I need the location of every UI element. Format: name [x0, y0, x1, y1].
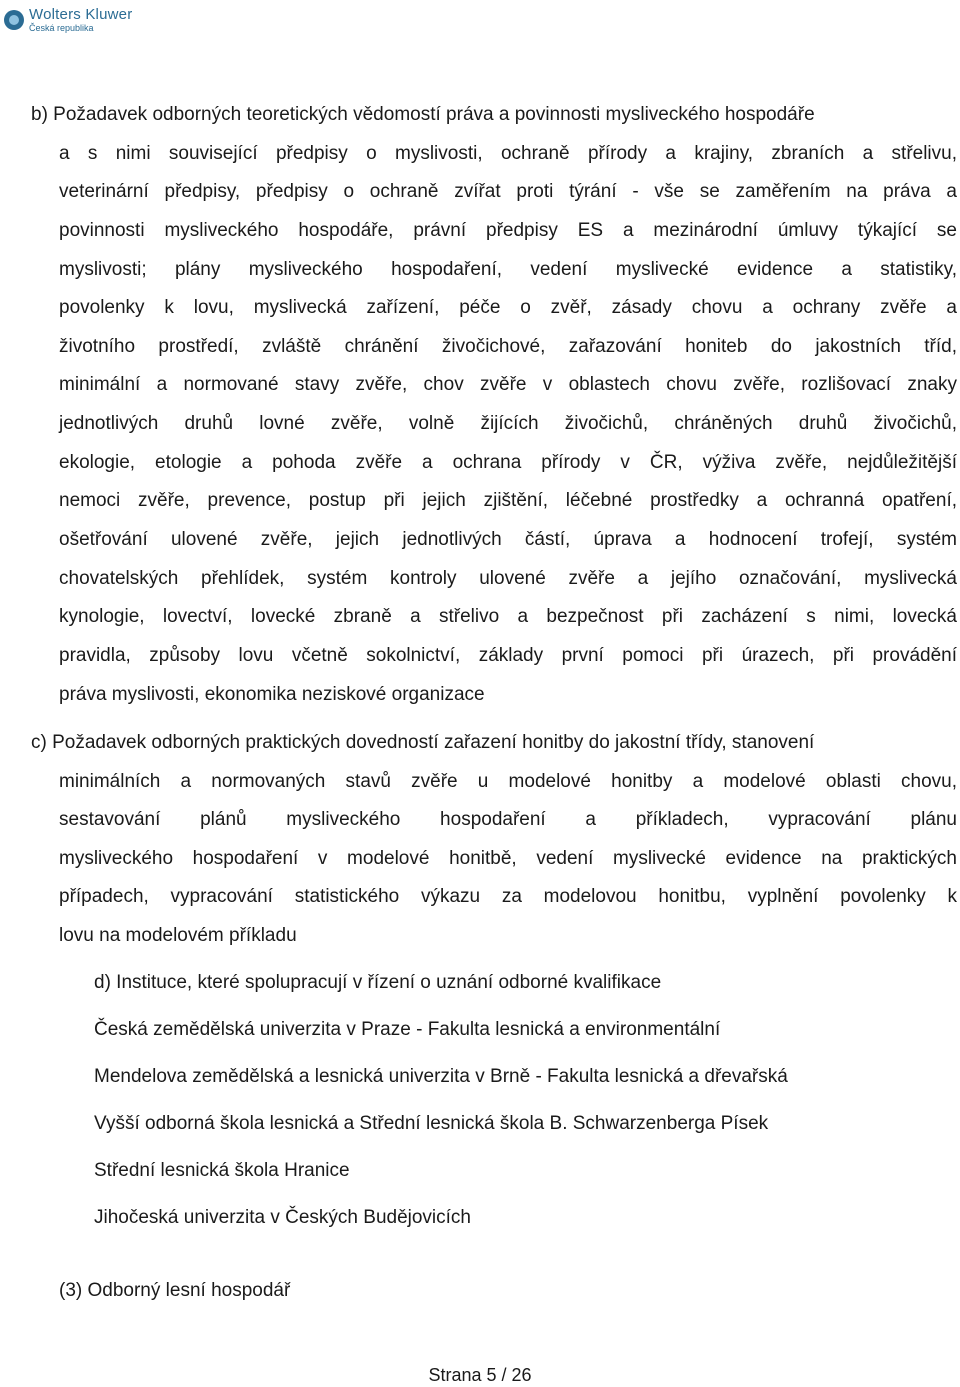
section-b-line: veterinární předpisy, předpisy o ochraně zvířat proti týrání - vše se zaměřením na práva a	[59, 181, 957, 202]
section-d-heading: d) Instituce, které spolupracují v řízení o uznání odborné kvalifikace	[94, 972, 662, 993]
institution-item: Jihočeská univerzita v Českých Budějovicích	[94, 1207, 472, 1228]
section-b-line: chovatelských přehlídek, systém kontroly ulovené zvěře a jejího označování, myslivecká	[59, 568, 957, 589]
section-b-line: nemoci zvěře, prevence, postup při jejich zjištění, léčebné prostředky a ochranná opatření,	[59, 490, 957, 511]
section-b-line: kynologie, lovectví, lovecké zbraně a střelivo a bezpečnost při zacházení s nimi, lovecká	[59, 606, 957, 627]
section-b-line: práva myslivosti, ekonomika neziskové organizace	[59, 684, 485, 705]
section-b-line: jednotlivých druhů lovné zvěře, volně žijících živočichů, chráněných druhů živočichů,	[59, 413, 957, 434]
wolters-kluwer-logo-icon	[4, 10, 24, 30]
section-b-line: životního prostředí, zvláště chránění živočichové, zařazování honiteb do jakostních tříd,	[59, 336, 957, 357]
institution-item: Mendelova zemědělská a lesnická univerzita v Brně - Fakulta lesnická a dřevařská	[94, 1066, 788, 1087]
section-b-line: a s nimi související předpisy o myslivosti, ochraně přírody a krajiny, zbraních a střelivu,	[59, 143, 957, 164]
section-c-line: sestavování plánů mysliveckého hospodaření a příkladech, vypracování plánu	[59, 809, 957, 830]
section-c-line: c) Požadavek odborných praktických dovedností zařazení honitby do jakostní třídy, stanovení	[31, 732, 815, 753]
section-b-line: povolenky k lovu, myslivecká zařízení, péče o zvěř, zásady chovu a ochrany zvěře a	[59, 297, 957, 318]
section-b-line: b) Požadavek odborných teoretických vědomostí práva a povinnosti mysliveckého hospodáře	[31, 104, 815, 125]
section-c-line: lovu na modelovém příkladu	[59, 925, 297, 946]
institution-item: Střední lesnická škola Hranice	[94, 1160, 350, 1181]
institution-item: Vyšší odborná škola lesnická a Střední lesnická škola B. Schwarzenberga Písek	[94, 1113, 769, 1134]
logo-text	[29, 7, 132, 33]
section-b-line: myslivosti; plány mysliveckého hospodaření, vedení myslivecké evidence a statistiky,	[59, 259, 957, 280]
section-c-line: minimálních a normovaných stavů zvěře u modelové honitby a modelové oblasti chovu,	[59, 771, 957, 792]
section-b-line: pravidla, způsoby lovu včetně sokolnictví, základy první pomoci při úrazech, při provádění	[59, 645, 957, 666]
section-c-line: mysliveckého hospodaření v modelové honitbě, vedení myslivecké evidence na praktických	[59, 848, 957, 869]
section-b-line: ošetřování ulovené zvěře, jejich jednotlivých částí, úprava a hodnocení trofejí, systém	[59, 529, 957, 550]
section-3-heading: (3) Odborný lesní hospodář	[59, 1280, 291, 1301]
section-b-line: ekologie, etologie a pohoda zvěře a ochrana přírody v ČR, výživa zvěře, nejdůležitější	[59, 452, 957, 473]
logo-name: Wolters Kluwer	[29, 6, 133, 23]
institution-item: Česká zemědělská univerzita v Praze - Fakulta lesnická a environmentální	[94, 1019, 721, 1040]
logo-subtitle: Česká republika	[29, 23, 94, 33]
section-b-line: povinnosti mysliveckého hospodáře, právní předpisy ES a mezinárodní úmluvy týkající se	[59, 220, 957, 241]
page-number: Strana 5 / 26	[428, 1365, 532, 1385]
wolters-kluwer-logo	[4, 4, 132, 36]
section-b-line: minimální a normované stavy zvěře, chov zvěře v oblastech chovu zvěře, rozlišovací znaky	[59, 374, 957, 395]
section-c-line: případech, vypracování statistického výkazu za modelovou honitbu, vyplnění povolenky k	[59, 886, 957, 907]
